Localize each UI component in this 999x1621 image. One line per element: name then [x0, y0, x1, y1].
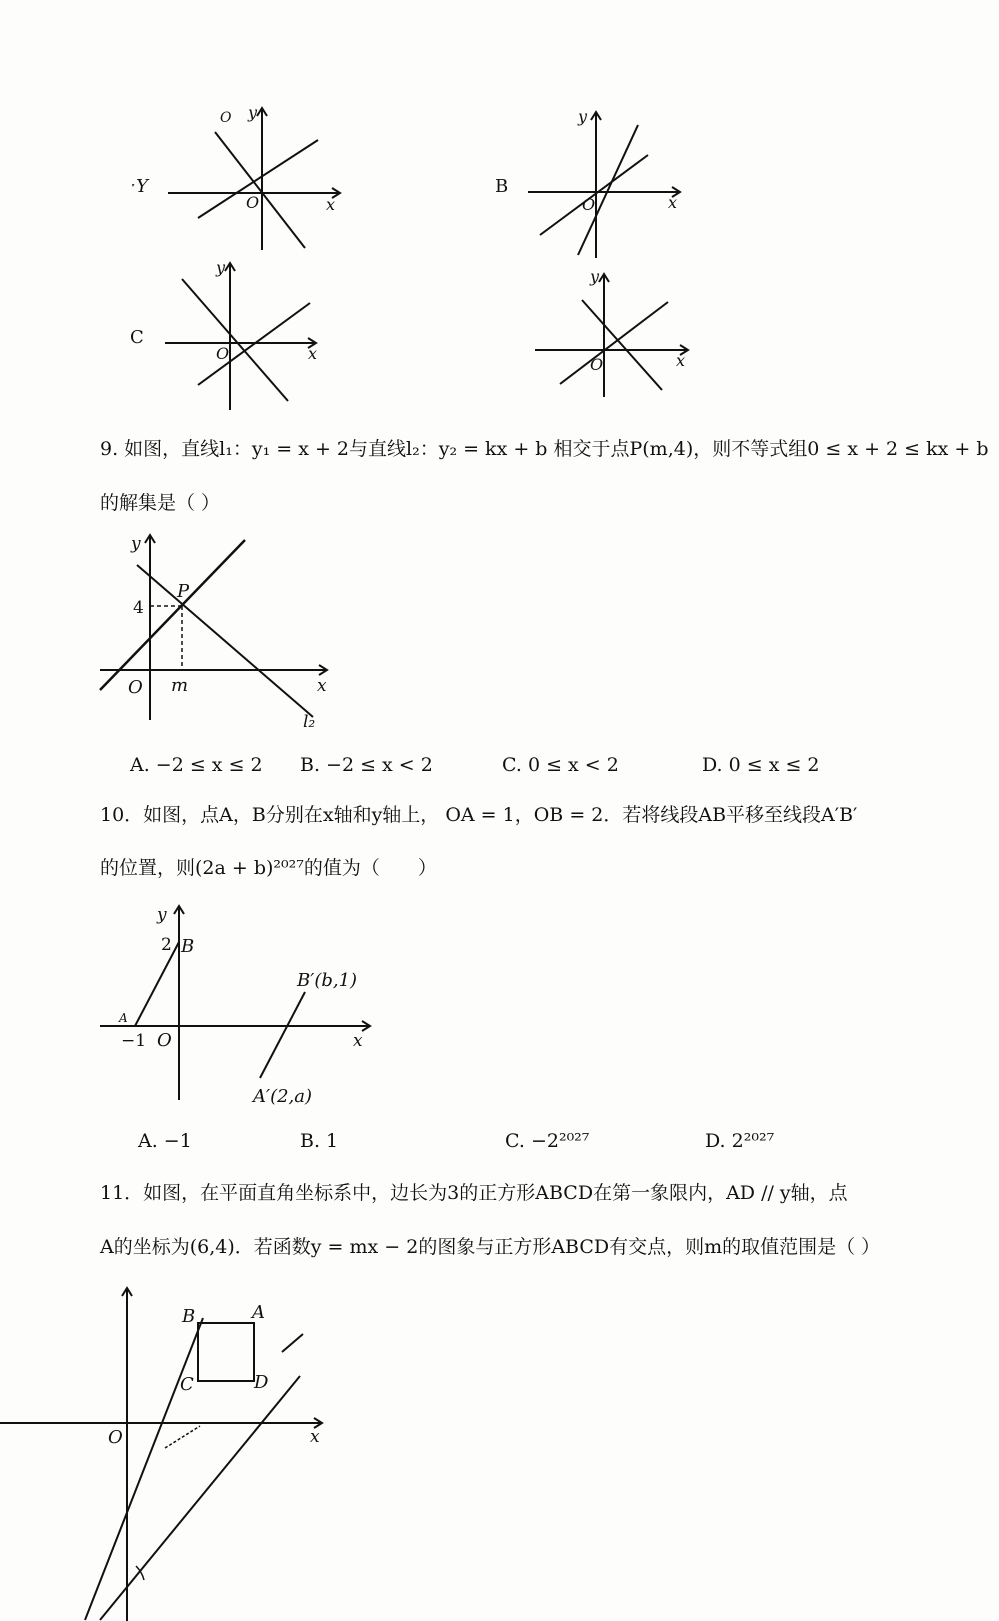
y-label: y [157, 905, 167, 925]
point-b: B [181, 936, 195, 957]
q9-stem-line1: 9. 如图，直线l₁：y₁ = x + 2与直线l₂：y₂ = kx + b 相交于点P(m,4)，则不等式组0 ≤ x + 2 ≤ kx + b [100, 438, 989, 460]
x-label: x [676, 351, 686, 370]
origin-label: O [246, 193, 260, 212]
origin-label: O [582, 195, 596, 214]
origin-label: O [108, 1427, 123, 1448]
q9-option-b[interactable]: B. −2 ≤ x < 2 [300, 754, 433, 776]
q8a-label: ˑY [130, 176, 148, 197]
line-1 [578, 125, 638, 255]
short-tick [165, 1426, 200, 1448]
point-b-prime: B′(b,1) [297, 970, 358, 991]
tick-m: m [171, 675, 189, 696]
line-l1 [100, 540, 245, 690]
q10-option-c[interactable]: C. −2²⁰²⁷ [505, 1130, 590, 1152]
x-label: x [308, 344, 318, 363]
q9-option-c[interactable]: C. 0 ≤ x < 2 [502, 754, 619, 776]
point-p: P [177, 581, 190, 602]
q8b-label: B [495, 176, 509, 197]
point-d: D [254, 1372, 269, 1393]
q8-graph-c [120, 255, 340, 415]
q10-option-b[interactable]: B. 1 [300, 1130, 339, 1152]
q9-option-d[interactable]: D. 0 ≤ x ≤ 2 [702, 754, 820, 776]
q10-option-d[interactable]: D. 2²⁰²⁷ [705, 1130, 775, 1152]
tick-neg1: −1 [121, 1031, 147, 1051]
square-abcd [198, 1323, 254, 1381]
tick-2: 2 [161, 935, 172, 955]
origin-label: O [590, 355, 604, 374]
q11-figure [0, 1280, 360, 1621]
q10-stem-line2: 的位置，则(2a + b)²⁰²⁷的值为（ ） [100, 857, 437, 879]
point-b: B [182, 1306, 196, 1327]
q8a-extra: O [220, 110, 232, 126]
origin-label: O [128, 677, 143, 698]
q8-graph-a [120, 100, 360, 260]
segment-a2b2 [260, 992, 305, 1078]
dashed-tick [282, 1334, 303, 1352]
point-c: C [180, 1374, 194, 1395]
line-1 [182, 279, 288, 401]
line-1 [582, 300, 662, 390]
origin-label: O [157, 1030, 172, 1051]
x-label: x [317, 676, 327, 696]
point-a: A [119, 1011, 128, 1025]
q8-graph-b [490, 100, 710, 270]
point-a: A [252, 1302, 265, 1323]
y-label: y [590, 267, 600, 286]
x-label: x [310, 1427, 320, 1447]
origin-label: O [216, 344, 230, 363]
y-label: y [248, 103, 258, 122]
tick-4: 4 [133, 598, 144, 618]
q9-option-a[interactable]: A. −2 ≤ x ≤ 2 [130, 754, 263, 776]
line-through-b [85, 1318, 203, 1620]
q8c-label: C [130, 327, 144, 348]
point-a-prime: A′(2,a) [253, 1086, 313, 1107]
y-label: y [216, 258, 226, 277]
q10-figure [95, 900, 385, 1110]
y-label: y [578, 107, 588, 126]
line-1 [215, 132, 305, 248]
line-through-d [100, 1376, 300, 1620]
segment-ab [135, 942, 179, 1026]
x-label: x [326, 195, 336, 214]
x-label: x [668, 193, 678, 212]
q10-option-a[interactable]: A. −1 [138, 1130, 192, 1152]
line-2 [560, 302, 668, 384]
q11-stem-line1: 11．如图，在平面直角坐标系中，边长为3的正方形ABCD在第一象限内，AD // y轴，点 [100, 1182, 848, 1204]
y-label: y [131, 534, 141, 554]
x-label: x [353, 1031, 363, 1051]
q10-stem-line1: 10．如图，点A，B分别在x轴和y轴上， OA = 1，OB = 2．若将线段AB平移至线段A′B′ [100, 804, 858, 826]
q9-stem-line2: 的解集是（ ） [100, 492, 221, 514]
line-l2 [137, 565, 313, 717]
q9-figure [95, 525, 355, 740]
l2-label: l₂ [303, 712, 316, 732]
q11-stem-line2: A的坐标为(6,4)．若函数y = mx − 2的图象与正方形ABCD有交点，则m的取值范围是（ ） [100, 1236, 881, 1258]
q8-graph-d [520, 262, 720, 402]
